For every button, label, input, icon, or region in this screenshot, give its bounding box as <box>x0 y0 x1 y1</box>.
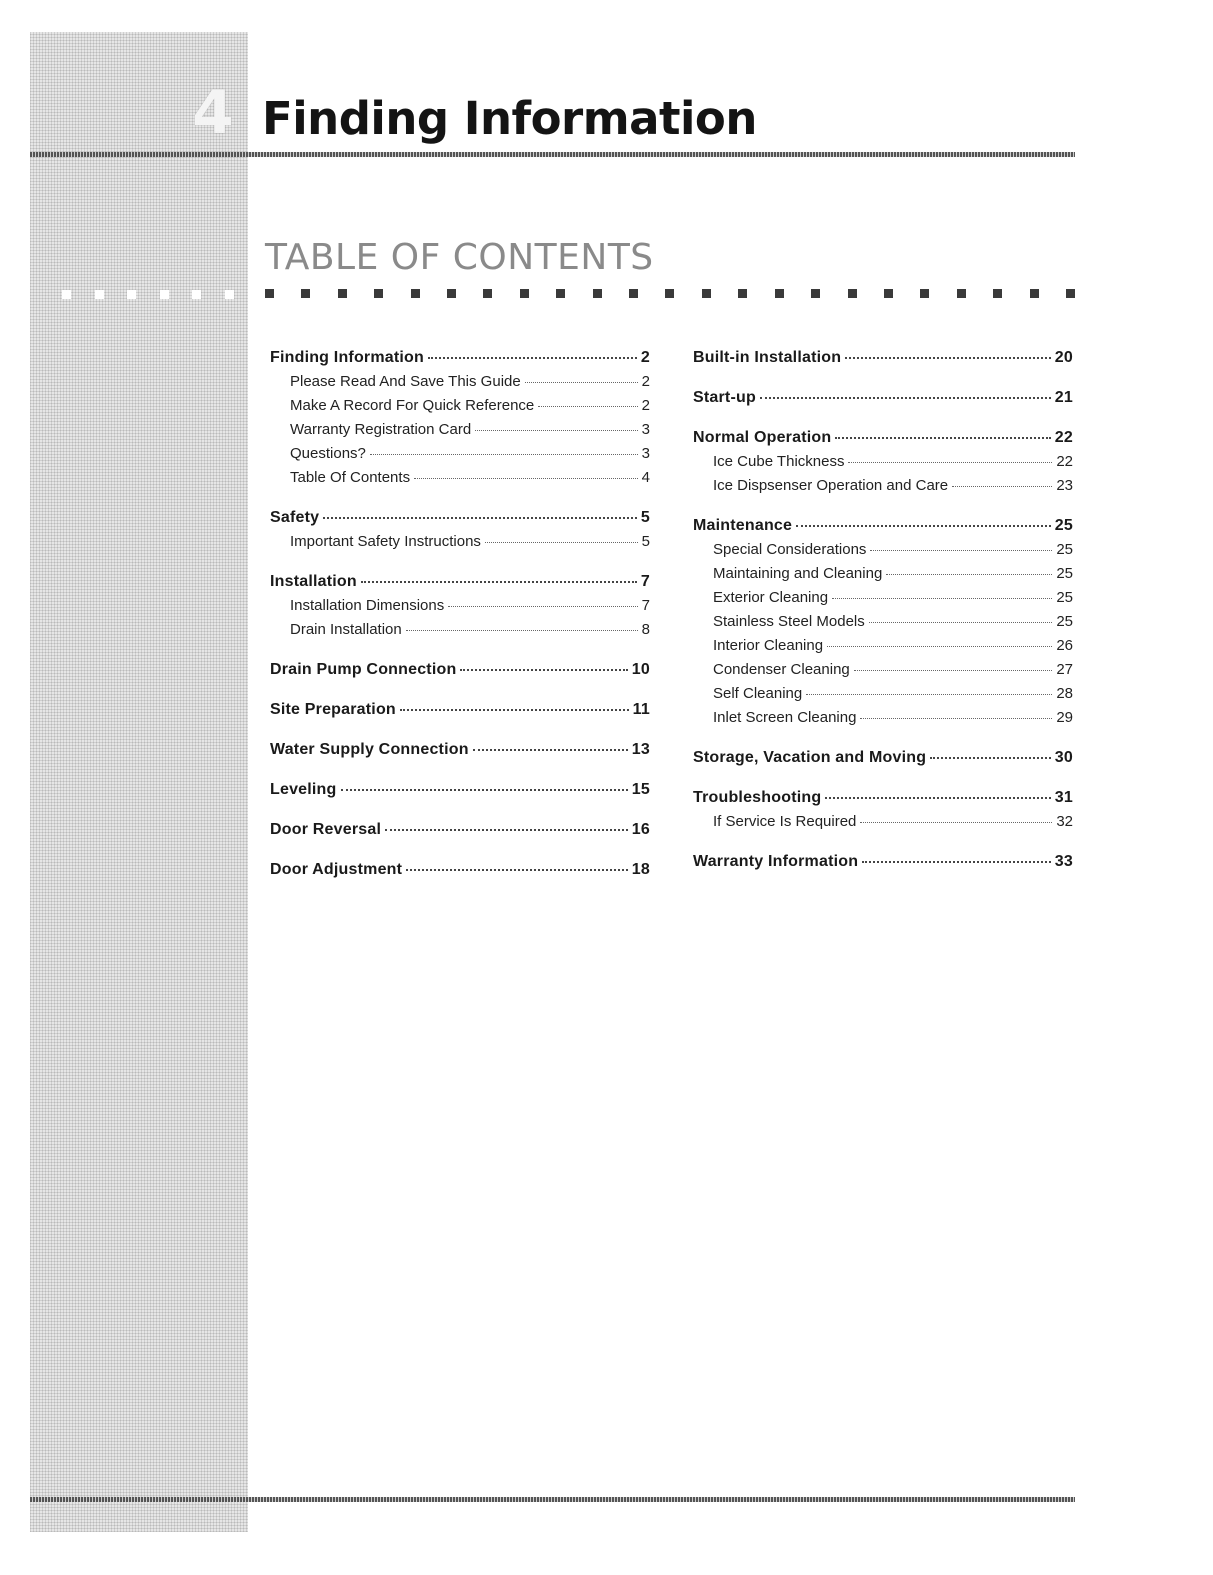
dot-leader <box>525 382 638 383</box>
dot-leader <box>845 357 1051 359</box>
toc-page-number: 2 <box>641 373 650 390</box>
toc-page-number: 33 <box>1054 853 1073 870</box>
toc-entry-title: Questions? <box>290 445 366 462</box>
toc-entry[interactable] <box>270 346 650 370</box>
toc-entry-title: Start-up <box>693 389 756 406</box>
toc-subentry[interactable] <box>693 682 1073 706</box>
toc-section <box>270 506 650 554</box>
toc-entry-title: Make A Record For Quick Reference <box>290 397 535 414</box>
divider-square <box>738 289 747 298</box>
dot-leader <box>796 525 1051 527</box>
toc-subentry[interactable] <box>270 418 650 442</box>
toc-entry-title: Door Reversal <box>270 821 382 838</box>
toc-page-number: 25 <box>1054 517 1073 534</box>
toc-page-number: 5 <box>641 533 650 550</box>
toc-page-number: 22 <box>1054 429 1073 446</box>
toc-subentry[interactable] <box>270 370 650 394</box>
toc-section <box>693 346 1073 370</box>
toc-page-number: 23 <box>1056 477 1073 494</box>
toc-page-number: 21 <box>1054 389 1073 406</box>
dot-leader <box>428 357 637 359</box>
toc-entry[interactable] <box>270 778 650 802</box>
toc-entry-title: Installation <box>270 573 357 590</box>
toc-page-number: 16 <box>631 821 650 838</box>
toc-section <box>270 778 650 802</box>
toc-page-number: 25 <box>1056 613 1073 630</box>
toc-page-number: 20 <box>1054 349 1073 366</box>
divider-square <box>483 289 492 298</box>
toc-subentry[interactable] <box>270 466 650 490</box>
toc-entry[interactable] <box>270 698 650 722</box>
toc-section <box>270 698 650 722</box>
dot-leader <box>414 478 638 479</box>
divider-square <box>957 289 966 298</box>
toc-page-number: 32 <box>1056 813 1073 830</box>
toc-page-number: 27 <box>1056 661 1073 678</box>
toc-page-number: 8 <box>641 621 650 638</box>
toc-entry-title: Interior Cleaning <box>713 637 824 654</box>
toc-entry[interactable] <box>270 858 650 882</box>
toc-entry[interactable] <box>693 346 1073 370</box>
toc-entry[interactable] <box>693 850 1073 874</box>
divider-square <box>301 289 310 298</box>
toc-subentry[interactable] <box>270 442 650 466</box>
toc-entry-title: Special Considerations <box>713 541 867 558</box>
toc-section <box>693 514 1073 730</box>
toc-page-number: 22 <box>1056 453 1073 470</box>
side-dot-row <box>62 290 234 300</box>
dot-leader <box>832 598 1052 599</box>
dot-leader <box>825 797 1050 799</box>
toc-entry-title: Self Cleaning <box>713 685 803 702</box>
dot-leader <box>860 822 1052 823</box>
footer-rule <box>30 1497 1075 1502</box>
toc-subentry[interactable] <box>693 610 1073 634</box>
divider-square <box>884 289 893 298</box>
dot-leader <box>460 669 627 671</box>
toc-entry-title: Leveling <box>270 781 337 798</box>
toc-page-number: 25 <box>1056 589 1073 606</box>
toc-page-number: 2 <box>641 397 650 414</box>
divider-square <box>775 289 784 298</box>
toc-entry-title: Table Of Contents <box>290 469 411 486</box>
toc-entry[interactable] <box>270 738 650 762</box>
toc-section <box>270 658 650 682</box>
toc-entry-title: Inlet Screen Cleaning <box>713 709 857 726</box>
toc-entry[interactable] <box>693 426 1073 450</box>
divider-square <box>1030 289 1039 298</box>
toc-page-number: 29 <box>1056 709 1073 726</box>
toc-page-number: 18 <box>631 861 650 878</box>
toc-subentry[interactable] <box>693 538 1073 562</box>
dot-leader <box>760 397 1051 399</box>
toc-subentry[interactable] <box>270 594 650 618</box>
toc-heading: TABLE OF CONTENTS <box>265 237 654 278</box>
toc-entry-title: Warranty Information <box>693 853 859 870</box>
dot-leader <box>848 462 1052 463</box>
dot-leader <box>854 670 1053 671</box>
toc-section <box>693 426 1073 498</box>
toc-page-number: 28 <box>1056 685 1073 702</box>
toc-left-column <box>270 346 650 898</box>
toc-entry[interactable] <box>270 570 650 594</box>
dot-leader <box>323 517 637 519</box>
toc-subentry[interactable] <box>693 562 1073 586</box>
section-dot-divider <box>265 289 1075 299</box>
dot-leader <box>473 749 628 751</box>
toc-entry-title: Condenser Cleaning <box>713 661 850 678</box>
toc-page-number: 30 <box>1054 749 1073 766</box>
divider-square <box>338 289 347 298</box>
divider-square <box>265 289 274 298</box>
dot-leader <box>400 709 629 711</box>
toc-entry[interactable] <box>693 386 1073 410</box>
dot-leader <box>806 694 1052 695</box>
toc-page-number: 26 <box>1056 637 1073 654</box>
toc-subentry[interactable] <box>693 810 1073 834</box>
divider-square <box>447 289 456 298</box>
divider-square <box>520 289 529 298</box>
divider-square <box>702 289 711 298</box>
toc-page-number: 3 <box>641 445 650 462</box>
divider-square <box>411 289 420 298</box>
toc-section <box>693 786 1073 834</box>
divider-square <box>920 289 929 298</box>
toc-page-number: 5 <box>640 509 650 526</box>
toc-entry-title: Ice Cube Thickness <box>713 453 845 470</box>
toc-entry-title: Normal Operation <box>693 429 832 446</box>
toc-entry-title: Maintenance <box>693 517 793 534</box>
toc-section <box>270 346 650 490</box>
chapter-number: 4 <box>192 78 234 148</box>
dot-leader <box>869 622 1053 623</box>
dot-leader <box>341 789 628 791</box>
toc-entry-title: Important Safety Instructions <box>290 533 481 550</box>
toc-page-number: 2 <box>640 349 650 366</box>
toc-entry-title: Finding Information <box>270 349 424 366</box>
toc-entry[interactable] <box>270 506 650 530</box>
toc-entry[interactable] <box>693 786 1073 810</box>
toc-subentry[interactable] <box>693 450 1073 474</box>
dot-leader <box>930 757 1051 759</box>
divider-square <box>556 289 565 298</box>
toc-entry-title: If Service Is Required <box>713 813 857 830</box>
toc-entry-title: Please Read And Save This Guide <box>290 373 521 390</box>
dot-leader <box>475 430 637 431</box>
toc-page-number: 11 <box>632 701 650 718</box>
toc-entry-title: Ice Dispsenser Operation and Care <box>713 477 949 494</box>
dot-leader <box>886 574 1052 575</box>
toc-page-number: 13 <box>631 741 650 758</box>
toc-subentry[interactable] <box>270 530 650 554</box>
dot-leader <box>370 454 638 455</box>
toc-entry-title: Stainless Steel Models <box>713 613 865 630</box>
toc-entry-title: Troubleshooting <box>693 789 822 806</box>
toc-section <box>270 738 650 762</box>
toc-subentry[interactable] <box>693 474 1073 498</box>
toc-section <box>693 386 1073 410</box>
dot-leader <box>385 829 628 831</box>
toc-section <box>270 858 650 882</box>
toc-page-number: 7 <box>641 597 650 614</box>
dot-leader <box>870 550 1052 551</box>
toc-entry[interactable] <box>693 514 1073 538</box>
toc-entry-title: Safety <box>270 509 320 526</box>
dot-leader <box>448 606 637 607</box>
toc-subentry[interactable] <box>693 586 1073 610</box>
dot-leader <box>860 718 1052 719</box>
dot-leader <box>361 581 637 583</box>
dot-leader <box>485 542 638 543</box>
toc-entry-title: Drain Installation <box>290 621 402 638</box>
toc-section <box>693 746 1073 770</box>
toc-entry-title: Site Preparation <box>270 701 396 718</box>
toc-section <box>693 850 1073 874</box>
side-decorative-band <box>30 32 248 1532</box>
toc-entry-title: Door Adjustment <box>270 861 403 878</box>
header-rule <box>30 152 1075 157</box>
toc-subentry[interactable] <box>270 618 650 642</box>
toc-page-number: 7 <box>640 573 650 590</box>
toc-entry-title: Drain Pump Connection <box>270 661 457 678</box>
toc-subentry[interactable] <box>270 394 650 418</box>
divider-square <box>848 289 857 298</box>
toc-page-number: 25 <box>1056 565 1073 582</box>
toc-entry-title: Maintaining and Cleaning <box>713 565 883 582</box>
toc-entry[interactable] <box>270 818 650 842</box>
toc-page-number: 10 <box>631 661 650 678</box>
toc-page-number: 15 <box>631 781 650 798</box>
toc-entry-title: Warranty Registration Card <box>290 421 472 438</box>
toc-subentry[interactable] <box>693 706 1073 730</box>
divider-square <box>665 289 674 298</box>
toc-entry-title: Exterior Cleaning <box>713 589 829 606</box>
dot-leader <box>406 630 638 631</box>
divider-square <box>593 289 602 298</box>
toc-right-column <box>693 346 1073 890</box>
toc-entry-title: Storage, Vacation and Moving <box>693 749 927 766</box>
divider-square <box>1066 289 1075 298</box>
dot-leader <box>835 437 1050 439</box>
divider-square <box>374 289 383 298</box>
dot-leader <box>406 869 628 871</box>
page-title: Finding Information <box>262 92 757 145</box>
toc-page-number: 3 <box>641 421 650 438</box>
toc-entry[interactable] <box>270 658 650 682</box>
toc-subentry[interactable] <box>693 658 1073 682</box>
toc-entry-title: Installation Dimensions <box>290 597 445 614</box>
dot-leader <box>952 486 1052 487</box>
divider-square <box>629 289 638 298</box>
toc-entry-title: Water Supply Connection <box>270 741 469 758</box>
toc-page-number: 31 <box>1054 789 1073 806</box>
toc-entry-title: Built-in Installation <box>693 349 842 366</box>
toc-entry[interactable] <box>693 746 1073 770</box>
toc-section <box>270 570 650 642</box>
divider-square <box>993 289 1002 298</box>
dot-leader <box>827 646 1052 647</box>
toc-section <box>270 818 650 842</box>
dot-leader <box>538 406 637 407</box>
toc-subentry[interactable] <box>693 634 1073 658</box>
dot-leader <box>862 861 1051 863</box>
toc-page-number: 25 <box>1056 541 1073 558</box>
divider-square <box>811 289 820 298</box>
toc-page-number: 4 <box>641 469 650 486</box>
